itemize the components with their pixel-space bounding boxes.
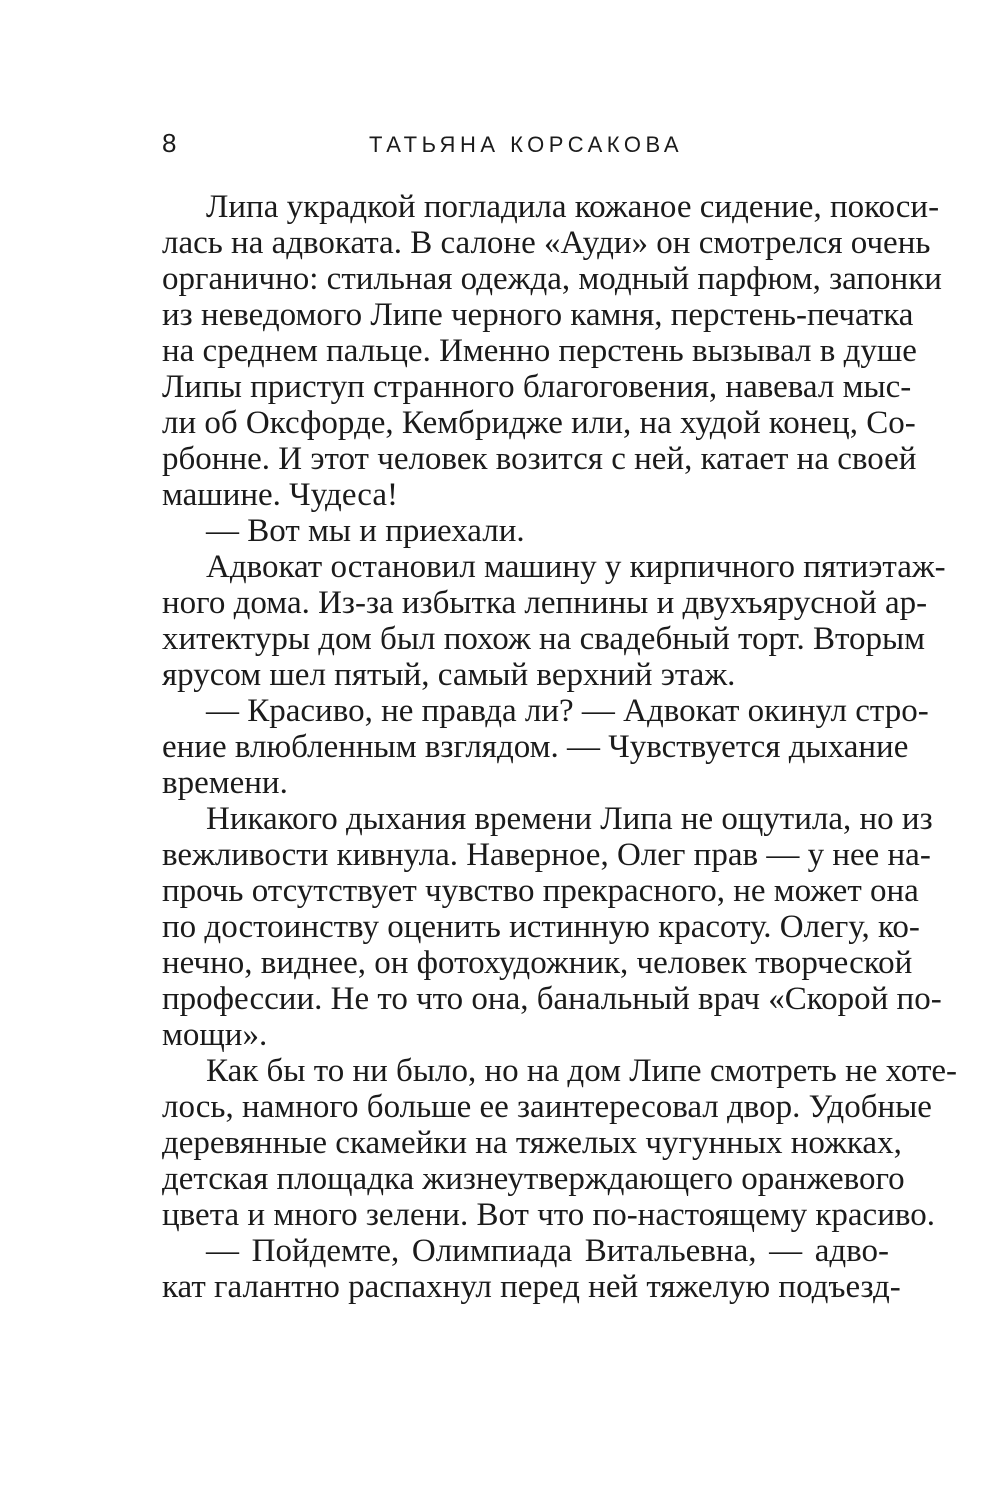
text-line: мощи». [162, 1017, 268, 1053]
text-line: ение влюбленным взглядом. — Чувствуется дыхание [162, 729, 909, 765]
text-line: Как бы то ни было, но на дом Липе смотреть не хоте- [206, 1053, 958, 1089]
text-line: Никакого дыхания времени Липа не ощутила, но из [206, 801, 933, 837]
text-line: Липа украдкой погладила кожаное сидение, покоси- [206, 189, 940, 225]
running-head [162, 128, 882, 168]
text-line: профессии. Не то что она, банальный врач «Скорой по- [162, 981, 942, 1017]
text-line: Липы приступ странного благоговения, навевал мыс- [162, 369, 912, 405]
text-line: рбонне. И этот человек возится с ней, катает на своей [162, 441, 917, 477]
text-line: лась на адвоката. В салоне «Ауди» он смотрелся очень [162, 225, 931, 261]
text-line: органично: стильная одежда, модный парфюм, запонки [162, 261, 942, 297]
text-line: Адвокат остановил машину у кирпичного пятиэтаж- [206, 549, 946, 585]
text-line: нечно, виднее, он фотохудожник, человек творческой [162, 945, 913, 981]
text-line: цвета и много зелени. Вот что по-настоящему красиво. [162, 1197, 935, 1233]
text-line: ярусом шел пятый, самый верхний этаж. [162, 657, 736, 693]
text-line: — Красиво, не правда ли? — Адвокат окинул стро- [206, 693, 929, 729]
text-line: на среднем пальце. Именно перстень вызывал в душе [162, 333, 917, 369]
text-line: — Пойдемте, Олимпиада Витальевна, — адво- [206, 1233, 889, 1269]
text-line: — Вот мы и приехали. [206, 513, 525, 549]
text-line: времени. [162, 765, 288, 801]
text-line: вежливости кивнула. Наверное, Олег прав — у нее на- [162, 837, 931, 873]
text-line: лось, намного больше ее заинтересовал двор. Удобные [162, 1089, 932, 1125]
text-line: кат галантно распахнул перед ней тяжелую подъезд- [162, 1269, 901, 1305]
text-line: ного дома. Из-за избытка лепнины и двухъярусной ар- [162, 585, 928, 621]
text-line: машине. Чудеса! [162, 477, 398, 513]
text-line: из неведомого Липе черного камня, перстень-печатка [162, 297, 914, 333]
text-line: прочь отсутствует чувство прекрасного, не может она [162, 873, 919, 909]
text-line: ли об Оксфорде, Кембридже или, на худой конец, Со- [162, 405, 916, 441]
text-line: хитектуры дом был похож на свадебный торт. Вторым [162, 621, 926, 657]
text-line: по достоинству оценить истинную красоту. Олегу, ко- [162, 909, 920, 945]
page-number: 8 [162, 128, 178, 158]
text-line: детская площадка жизнеутверждающего оранжевого [162, 1161, 905, 1197]
book-author: ТАТЬЯНА КОРСАКОВА [369, 132, 684, 157]
text-line: деревянные скамейки на тяжелых чугунных ножках, [162, 1125, 902, 1161]
